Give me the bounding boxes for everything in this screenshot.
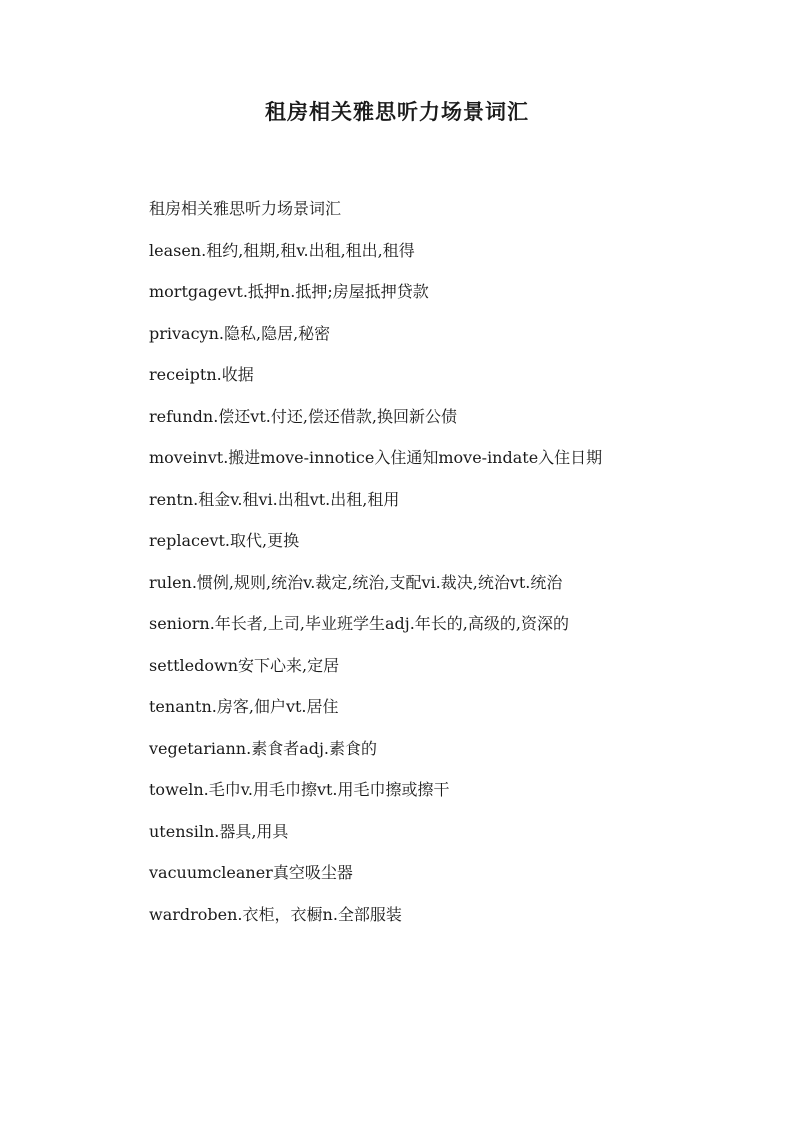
- vocabulary-list: [0, 196, 794, 943]
- vocab-entry-privacy: privacyn.隐私,隐居,秘密: [149, 323, 331, 343]
- vocab-entry-utensil: utensiln.器具,用具: [149, 821, 289, 841]
- vocab-entry-mortgage: mortgagevt.抵押n.抵押;房屋抵押贷款: [149, 282, 429, 301]
- vocab-entry-refund: refundn.偿还vt.付还,偿还借款,换回新公债: [149, 406, 458, 426]
- vocab-entry-lease: leasen.租约,租期,租v.出租,租出,租得: [149, 240, 415, 260]
- vocab-entry-receipt: receiptn.收据: [149, 365, 254, 384]
- vocab-entry-replace: replacevt.取代,更换: [149, 531, 300, 550]
- list-heading: 租房相关雅思听力场景词汇: [149, 199, 342, 218]
- vocab-entry-vegetarian: vegetariann.素食者adj.素食的: [149, 738, 378, 758]
- vocab-entry-move-in: moveinvt.搬进move-innotice入住通知move-indate入住日期: [149, 448, 603, 467]
- vocab-entry-rent: rentn.租金v.租vi.出租vt.出租,租用: [149, 489, 400, 509]
- vocab-entry-vacuum-cleaner: vacuumcleaner真空吸尘器: [149, 863, 353, 882]
- vocab-entry-towel: toweln.毛巾v.用毛巾擦vt.用毛巾擦或擦干: [149, 780, 450, 799]
- vocab-entry-wardrobe: wardroben.衣柜，衣橱n.全部服装: [149, 904, 402, 924]
- vocab-entry-senior: seniorn.年长者,上司,毕业班学生adj.年长的,高级的,资深的: [149, 614, 569, 633]
- document-title: 租房相关雅思听力场景词汇: [265, 99, 529, 124]
- vocab-entry-tenant: tenantn.房客,佃户vt.居住: [149, 697, 339, 716]
- vocab-entry-rule: rulen.惯例,规则,统治v.裁定,统治,支配vi.裁决,统治vt.统治: [149, 572, 563, 592]
- vocab-entry-settle-down: settledown安下心来,定居: [149, 655, 340, 675]
